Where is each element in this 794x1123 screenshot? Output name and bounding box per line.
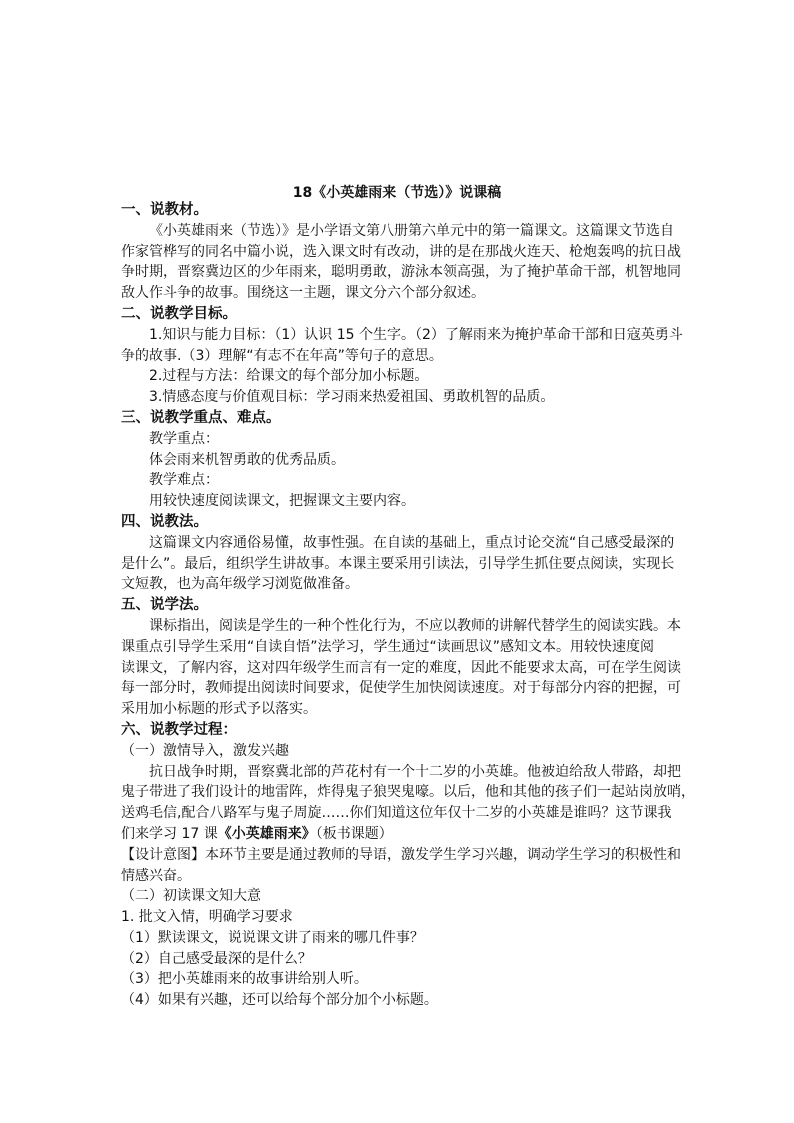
line-text: 五、说学法。 <box>121 597 208 614</box>
line-text: （2）自己感受最深的是什么？ <box>121 950 312 967</box>
section-heading <box>121 304 677 325</box>
document-body <box>121 200 695 1011</box>
text-line <box>121 283 677 304</box>
line-text: 抗日战争时期，晋察冀北部的芦花村有一个十二岁的小英雄。他被迫给敌人带路，却把 <box>149 763 681 780</box>
line-text: （4）如果有兴趣，还可以给每个部分加个小标题。 <box>121 992 438 1009</box>
line-text: 1.知识与能力目标：（1）认识 15 个生字。（2）了解雨来为掩护革命干部和日寇英勇斗 <box>149 326 683 343</box>
text-line <box>121 928 677 949</box>
line-text: （二）初读课文知大意 <box>121 888 261 905</box>
line-text: 这篇课文内容通俗易懂，故事性强。在自读的基础上，重点讨论交流“自己感受最深的 <box>149 534 675 551</box>
line-text: 3.情感态度与价值观目标：学习雨来热爱祖国、勇敢机智的品质。 <box>149 389 555 406</box>
text-line <box>121 886 677 907</box>
line-text: 文短教，也为高年级学习浏览做准备。 <box>121 576 359 593</box>
text-line <box>121 554 677 575</box>
line-text: 《小英雄雨来（节选）》是小学语文第八册第六单元中的第一篇课文。这篇课文节选自 <box>149 222 674 239</box>
text-line <box>121 678 681 699</box>
text-line <box>121 387 677 408</box>
text-line <box>121 741 677 762</box>
section-heading <box>121 408 677 429</box>
line-text: 课标指出，阅读是学生的一种个性化行为，不应以教师的讲解代替学生的阅读实践。本 <box>149 617 681 634</box>
text-line <box>121 969 677 990</box>
line-text: （1）默读课文，说说课文讲了雨来的哪几件事？ <box>121 929 424 946</box>
section-heading <box>121 595 677 616</box>
text-line <box>121 262 681 283</box>
text-line <box>121 949 677 970</box>
text-line <box>121 637 677 658</box>
line-text: 采用加小标题的形式予以落实。 <box>121 701 317 718</box>
line-text: 用较快速度阅读课文，把握课文主要内容。 <box>149 493 415 510</box>
text-line <box>121 616 681 637</box>
text-line <box>121 470 677 491</box>
bold-lesson-title: 《小英雄雨来》 <box>217 825 316 842</box>
line-text: 鬼子带进了我们设计的地雷阵，炸得鬼子狼哭鬼嚎。以后，他和其他的孩子们一起站岗放哨， <box>121 784 695 801</box>
section-heading <box>121 200 677 221</box>
line-text: 作家管桦写的同名中篇小说，选入课文时有改动，讲的是在那战火连天、枪炮轰鸣的抗日战 <box>121 243 681 260</box>
text-line <box>121 866 677 887</box>
text-line <box>121 762 681 783</box>
line-text: 敌人作斗争的故事。围绕这一主题，课文分六个部分叙述。 <box>121 285 485 302</box>
text-line <box>121 325 683 346</box>
text-line <box>121 990 677 1011</box>
line-text: 情感兴奋。 <box>121 867 191 884</box>
line-text: 教学难点： <box>149 472 219 489</box>
line-text: 二、说教学目标。 <box>121 305 237 322</box>
text-line <box>121 658 681 679</box>
line-text: 读课文，了解内容，这对四年级学生而言有一定的难度，因此不能要求太高，可在学生阅读 <box>121 659 681 676</box>
line-text: 是什么”。最后，组织学生讲故事。本课主要采用引读法，引导学生抓住要点阅读，实现长 <box>121 555 675 572</box>
text-line <box>121 574 677 595</box>
text-line <box>121 491 677 512</box>
text-line <box>121 699 677 720</box>
line-text: （一）激情导入，激发兴趣 <box>121 742 289 759</box>
line-text: 六、说教学过程： <box>121 721 237 738</box>
line-text: 每一部分时，教师提出阅读时间要求，促使学生加快阅读速度。对于每部分内容的把握，可 <box>121 680 681 697</box>
line-text: 2.过程与方法：给课文的每个部分加小标题。 <box>149 368 429 385</box>
text-line <box>121 803 677 824</box>
text-line <box>121 346 677 367</box>
line-text: 们来学习 17 课 <box>121 825 218 842</box>
line-text: 送鸡毛信,配合八路军与鬼子周旋……你们知道这位年仅十二岁的小英雄是谁吗？这节课我 <box>121 805 672 822</box>
line-text: 课重点引导学生采用“自读自悟”法学习，学生通过“读画思议”感知文本。用较快速度阅 <box>121 638 655 655</box>
line-text: 【设计意图】本环节主要是通过教师的导语，激发学生学习兴趣，调动学生学习的积极性和 <box>121 846 681 863</box>
text-line <box>121 824 677 845</box>
text-line <box>121 242 681 263</box>
line-text: 教学重点： <box>149 430 219 447</box>
text-line <box>121 782 695 803</box>
text-line <box>121 221 677 242</box>
section-heading <box>121 720 677 741</box>
document-title: 18《小英雄雨来（节选）》说课稿 <box>292 185 502 201</box>
line-text-tail: （板书课题） <box>315 825 393 842</box>
line-text: 争时期，晋察冀边区的少年雨来，聪明勇敢，游泳本领高强，为了掩护革命干部，机智地同 <box>121 264 681 281</box>
line-text: 一、说教材。 <box>121 202 208 218</box>
text-line <box>121 533 677 554</box>
text-line <box>121 429 677 450</box>
line-text: 1. 批文入情，明确学习要求 <box>121 909 293 926</box>
text-line <box>121 366 677 387</box>
text-line <box>121 845 681 866</box>
line-text: 争的故事.（3）理解“有志不在年高”等句子的意思。 <box>121 347 443 364</box>
section-heading <box>121 512 677 533</box>
line-text: 四、说教法。 <box>121 513 208 530</box>
text-line <box>121 450 677 471</box>
line-text: 体会雨来机智勇敢的优秀品质。 <box>149 451 345 468</box>
text-line <box>121 907 677 928</box>
line-text: 三、说教学重点、难点。 <box>121 409 281 426</box>
line-text: （3）把小英雄雨来的故事讲给别人听。 <box>121 971 368 988</box>
